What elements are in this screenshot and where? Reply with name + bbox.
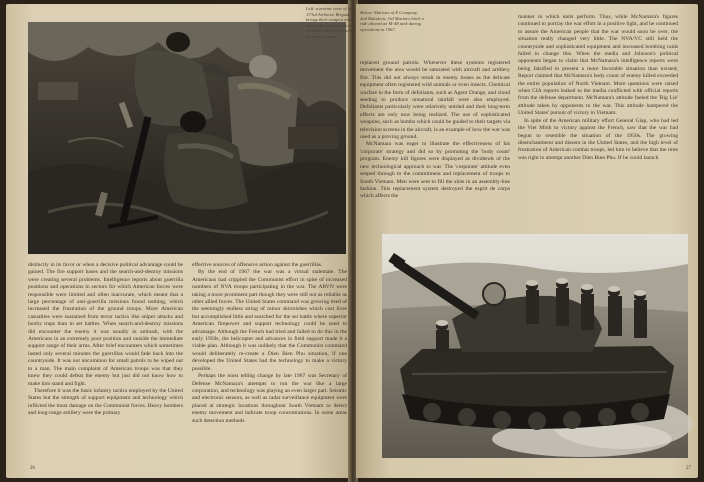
paragraph: Perhaps the most telling change by late 1967 was Secretary of Defense McNamara's attempts to run the war like a large corporation, and technology was playing an even larger part. Seismic and electronic sensors, as well as radar surveillance equipment were placed at strategic locations throughout South Vietnam to detect enemy movement and indicate troop concentrations. In some areas such detection methods [192,373,347,424]
paragraph: McNamara was eager to illustrate the effectiveness of his 'corporate' strategy and did so by promoting the 'body count' program. Enemy kill figures were displayed as dividends of the new technological approach to war. The 'corporate' attitude even seeped through to the commitment and replacement of troops to South Vietnam. Men were sent to fill the slots in an assembly-line fashion. This replacement system destroyed the esprit de corps which affects the [360,141,510,200]
mortar-crew-photo [28,22,346,254]
paragraph: effective sources of offensive action against the guerrillas. [192,262,323,268]
page-number-left: 26 [30,466,35,471]
page-number-right: 27 [686,466,691,471]
marines-on-tank-photo [382,234,688,458]
paragraph: By the end of 1967 the war was a virtual stalemate. The Americans had crippled the Communist effort in spite of increased numbers of NVA troops participating in the war. The ARVN were taking a more prominent part though they were still not as reliable as other allied forces. The United States command was growing tired of the seemingly endless string of minor skirmishes which cost lives but accomplished little and searched for the set battle where superior American firepower and support technology could be used to advantage. Although the French had tried and failed to do this in the early 1950s, the helicopter and advances in field support made it a viable plan. Although it was unlikely that the Communist command would deliberately re-create a Dien Bien Phu situation, if one developed the United States had the technology to make a victory possible. [192,269,347,372]
left-page-column-2 [192,262,347,425]
paragraph: In spite of the American military effort General Giap, who had led the Viet Minh to victory against the French, saw that the war had begun to resemble the situation of the 1950s. The growing disenchantment and dissent in the United States, and the high level of frustration of American combat troops, led him to believe that the time was right to attempt another Dien Bien Phu. If he could launch [518,117,678,161]
photo-caption-below: Below: Marines of E Company, 2nd Battalion, 3rd Marines hitch a ride aboard an M-48 tank during operations in 1967. [360,10,424,32]
paragraph: replaced ground patrols. Whenever these systems registered movement the area would be saturated with aircraft and artillery fire. This did not always result in enemy losses as the delicate equipment often registered wild animals or even insects. Chemical warfare in the form of defoliants, such as Agent Orange, and cloud seeding to produce unnatural rainfall were also employed. Defoliants particularly were relatively untried and their long-term effects are only now being realized. The use of sophisticated weapons, such as bombs which could be guided to their targets via television screens in the aircraft, is an example of how the war was used as a proving ground. [360,60,510,141]
right-page-column-2 [518,14,678,162]
right-page-column-1 [360,60,510,201]
paragraph: manner in which units perform. Thus, while McNamara's figures continued to portray the war effort in a positive light, and he continued to assure the American people that the war would soon be over, the situation really changed very little. The NVA/VC still held the countryside and sophisticated equipment and increased bombing raids failed to change this. When the media and Johnson's political opponents began to claim that McNamara's intelligence reports were being falsified to present a more favorable situation than existed, Report claimed that McNamara's body count of enemy killed exceeded the entire population of North Vietnam. More questions were raised when CIA reports leaked to the media conflicted with official reports from the defense department. McNamara's attitude fueled the 'Big Lie' attitude taken by opponents to the war. This attitude hampered the United States' pursuit of victory in Vietnam. [518,14,678,117]
paragraph: Therefore it was the basic infantry tactics employed by the United States but the strength of support equipment and technology which inflicted the most damage on the Communist forces. Heavy bombers and long-range artillery were the primary [28,387,183,417]
paragraph: distinctly in its favor or when a decisive political advantage could be gained. The fire support bases and the search-and-destroy missions were creating several problems. Intelligence reports about guerrilla positions and operations in sectors for which American forces were responsible were limited and often inaccurate, which meant that a large percentage of anti-guerrilla missions found nothing, which increased the frustration of the ground troops. More American casualties were sustained from terror tactics like sniper attacks and booby traps than in set battles. When search-and-destroy missions did encounter the enemy it was usually in ambush, with the Americans in an extremely poor position and outside the immediate support range of their arms. After brief encounters which sometimes lasted only several minutes the guerrillas would fade back into the countryside. It was not uncommon for small patrols to be wiped out to a man. The main complaint of American troops was that they knew they could defeat the enemy but just did not know how to make him stand and fight. [28,262,183,387]
left-page [6,4,350,478]
photo-caption-left: Left: a mortar crew of the 173rd Airborne Brigade brings their weapon into action during Operation Junction City in the rainy monsoon season. [306,6,354,39]
right-page [306,4,698,478]
left-page-column-1 [28,262,183,418]
